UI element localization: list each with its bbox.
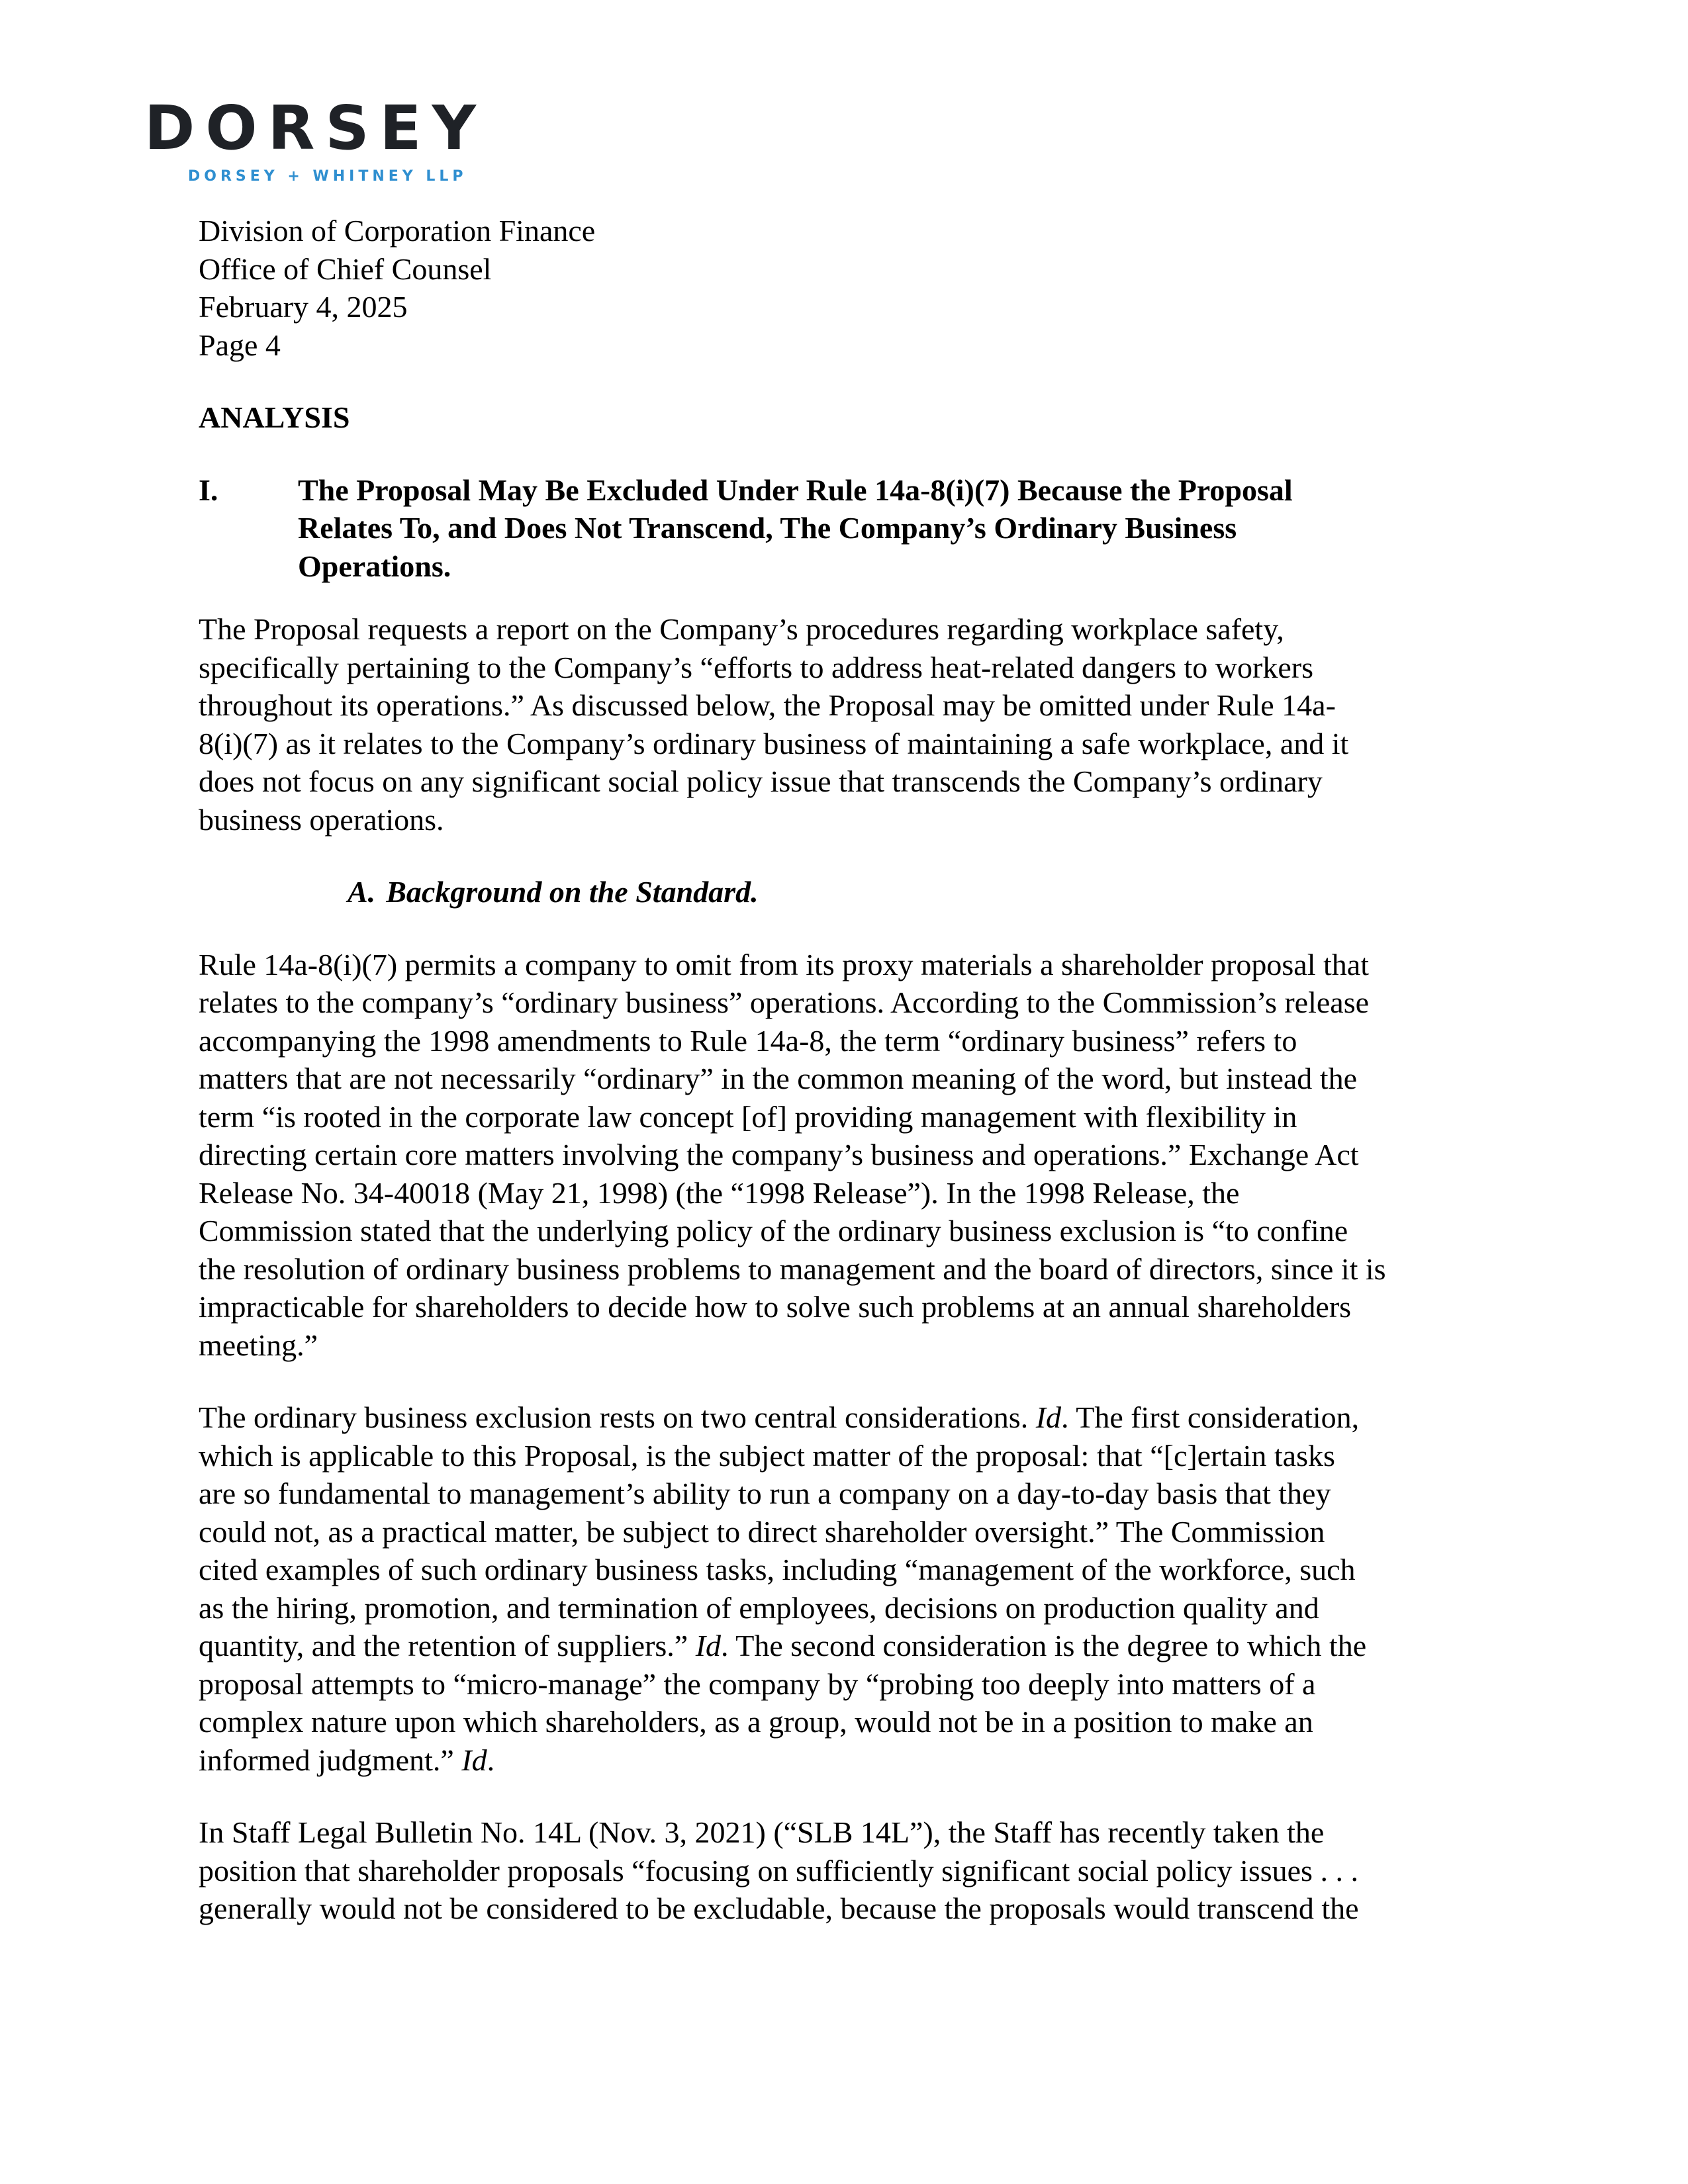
text-line: Release No. 34-40018 (May 21, 1998) (the “1998 Release”). In the 1998 Release, the xyxy=(199,1175,1240,1210)
paragraph-considerations xyxy=(199,1398,1496,1779)
text-line: meeting.” xyxy=(199,1328,318,1362)
text-line: Rule 14a-8(i)(7) permits a company to omit from its proxy materials a shareholder proposal that xyxy=(199,947,1369,981)
text-line: are so fundamental to management’s ability to run a company on a day-to-day basis that they xyxy=(199,1477,1331,1510)
text-line: . The second consideration is the degree to which the xyxy=(721,1629,1367,1662)
subsection-heading xyxy=(199,873,1496,911)
citation-id: Id xyxy=(461,1743,487,1777)
text-line: proposal attempts to “micro-manage” the company by “probing too deeply into matters of a xyxy=(199,1666,1316,1701)
header-date: February 4, 2025 xyxy=(199,290,408,324)
text-line: the resolution of ordinary business problems to management and the board of directors, since it is xyxy=(199,1251,1386,1286)
text-line: . The first consideration, xyxy=(1061,1400,1360,1434)
section-number: I. xyxy=(199,473,218,507)
subsection-letter: A. xyxy=(348,875,376,909)
text-line: directing certain core matters involving the company’s business and operations.” Exchange Act xyxy=(199,1138,1359,1171)
header-recipient-office: Office of Chief Counsel xyxy=(199,251,492,286)
paragraph-rule-background xyxy=(199,946,1496,1365)
text-line: generally would not be considered to be excludable, because the proposals would transcend the xyxy=(199,1891,1359,1925)
subsection-title: Background on the Standard. xyxy=(386,875,759,909)
text-line: informed judgment.” xyxy=(199,1743,462,1777)
letter-header xyxy=(199,212,1496,364)
text-line: does not focus on any significant social policy issue that transcends the Company’s ordinary xyxy=(199,764,1323,798)
text-line: cited examples of such ordinary business tasks, including “management of the workforce, such xyxy=(199,1553,1356,1586)
logo-tagline: DORSEY + WHITNEY LLP xyxy=(188,168,467,185)
text-line: relates to the company’s “ordinary business” operations. According to the Commission’s release xyxy=(199,985,1370,1019)
analysis-heading: ANALYSIS xyxy=(199,400,350,434)
text-line: as the hiring, promotion, and termination of employees, decisions on production quality and xyxy=(199,1590,1319,1625)
text-line: In Staff Legal Bulletin No. 14L (Nov. 3, 2021) (“SLB 14L”), the Staff has recently taken the xyxy=(199,1815,1325,1849)
citation-id: Id xyxy=(1035,1400,1062,1434)
citation-id: Id xyxy=(695,1629,722,1662)
firm-logo xyxy=(144,93,544,185)
text-line: 8(i)(7) as it relates to the Company’s ordinary business of maintaining a safe workplace, and it xyxy=(199,726,1349,760)
letter-body xyxy=(199,212,1496,1928)
text-line: Commission stated that the underlying policy of the ordinary business exclusion is “to confine xyxy=(199,1214,1348,1248)
section-title-line: The Proposal May Be Excluded Under Rule 14a-8(i)(7) Because the Proposal xyxy=(298,473,1293,507)
text-line: could not, as a practical matter, be subject to direct shareholder oversight.” The Commission xyxy=(199,1514,1325,1549)
text-line: specifically pertaining to the Company’s “efforts to address heat-related dangers to workers xyxy=(199,650,1313,684)
section-heading xyxy=(199,471,1496,586)
section-title-line: Relates To, and Does Not Transcend, The Company’s Ordinary Business xyxy=(298,511,1237,545)
text-line: term “is rooted in the corporate law concept [of] providing management with flexibility in xyxy=(199,1099,1297,1134)
header-recipient-division: Division of Corporation Finance xyxy=(199,214,596,248)
text-line: impracticable for shareholders to decide how to solve such problems at an annual shareholders xyxy=(199,1290,1352,1324)
section-title xyxy=(298,471,1496,586)
paragraph-proposal-summary xyxy=(199,610,1496,839)
text-line: throughout its operations.” As discussed below, the Proposal may be omitted under Rule 14a- xyxy=(199,688,1336,722)
text-line: The Proposal requests a report on the Company’s procedures regarding workplace safety, xyxy=(199,612,1284,646)
text-line: complex nature upon which shareholders, as a group, would not be in a position to make an xyxy=(199,1705,1313,1739)
text-line: quantity, and the retention of suppliers.” xyxy=(199,1629,696,1662)
logo-wordmark: DORSEY xyxy=(144,93,487,163)
text-line: . xyxy=(487,1743,495,1777)
header-page-number: Page 4 xyxy=(199,328,281,362)
text-line: accompanying the 1998 amendments to Rule 14a-8, the term “ordinary business” refers to xyxy=(199,1023,1297,1058)
text-line: business operations. xyxy=(199,802,444,837)
paragraph-slb-14l xyxy=(199,1813,1496,1928)
text-line: position that shareholder proposals “focusing on sufficiently significant social policy issues . . . xyxy=(199,1853,1358,1888)
text-line: The ordinary business exclusion rests on two central considerations. xyxy=(199,1400,1036,1434)
section-title-line: Operations. xyxy=(298,549,451,583)
text-line: matters that are not necessarily “ordinary” in the common meaning of the word, but instead the xyxy=(199,1062,1357,1095)
text-line: which is applicable to this Proposal, is the subject matter of the proposal: that “[c]ertain tasks xyxy=(199,1438,1335,1473)
